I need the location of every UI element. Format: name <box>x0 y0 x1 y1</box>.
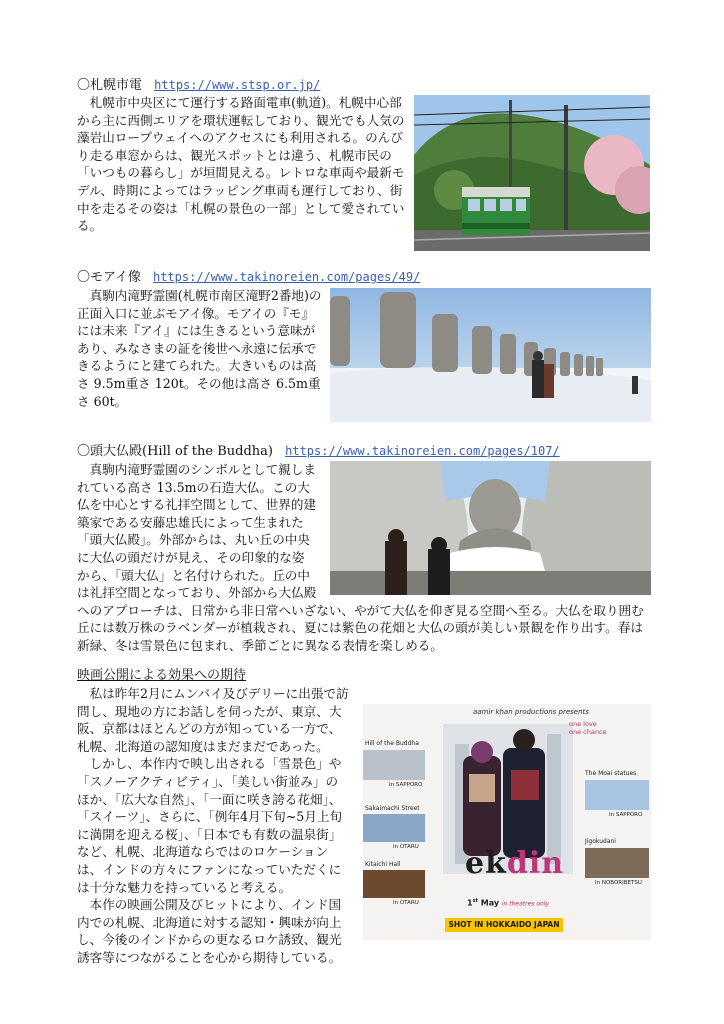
poster-spot-label: Jigokudani <box>585 838 616 845</box>
buddha-photo <box>330 461 651 595</box>
tram-heading <box>77 76 320 95</box>
poster-banner: SHOT IN HOKKAIDO JAPAN <box>445 918 563 932</box>
poster-release-month: May <box>480 898 500 908</box>
buddha-title: 〇頭大仏殿(Hill of the Buddha) <box>77 444 273 459</box>
poster-spot-city: In NOBORIBETSU <box>595 880 642 886</box>
tram-title: 〇札幌市電 <box>77 78 143 93</box>
poster-producer: aamir khan productions presents <box>473 708 589 716</box>
moai-title: 〇モアイ像 <box>77 270 141 285</box>
poster-spot-city: In OTARU <box>393 844 419 850</box>
poster-spot-city: In SAPPORO <box>389 782 423 788</box>
moai-link[interactable]: https://www.takinoreien.com/pages/49/ <box>152 270 421 284</box>
expect-paragraph-2: しかし、本作内で映し出される「雪景色」や「スノーアクティビティ」、「美しい街並み」のほか、「広大な自然」、「一面に咲き誇る花畑」、「スイーツ」、さらに、「例年4月下旬~5月上旬に満開を迎える桜」、「日本でも有数の温泉街」など、札幌、北海道ならではのロケーションは、インドの方々にファンになっていただくには十分な魅力を持っていると考える。 <box>77 756 343 895</box>
poster-spot-label: Kitaichi Hall <box>365 861 401 868</box>
buddha-heading <box>77 442 560 461</box>
poster-spot-label: Sakaimachi Street <box>365 805 420 812</box>
poster-spot-label: The Moai statues <box>585 770 637 777</box>
poster-spot-label: Hill of the Buddha <box>365 740 419 747</box>
moai-photo <box>330 288 651 422</box>
poster-title-1: ek <box>465 846 507 881</box>
poster-tagline-1: one love <box>569 720 597 728</box>
poster-title-2: din <box>506 846 565 881</box>
poster-release-note: in theatres only <box>501 900 550 908</box>
expect-heading: 映画公開による効果への期待 <box>77 668 247 683</box>
expect-paragraph-1: 私は昨年2月にムンバイ及びデリーに出張で訪問し、現地の方にお話しを伺ったが、東京、大阪、京都はほとんどの方が知っている一方で、札幌、北海道の認知度はまだまだであった。 <box>77 686 349 754</box>
poster-spot-city: In OTARU <box>393 900 419 906</box>
poster-release-day: 1 <box>467 898 473 908</box>
tram-link[interactable]: https://www.stsp.or.jp/ <box>154 78 321 92</box>
poster-spot-city: In SAPPORO <box>609 812 643 818</box>
poster-release-suffix: st <box>472 898 478 904</box>
buddha-link[interactable]: https://www.takinoreien.com/pages/107/ <box>285 444 560 458</box>
buddha-description: 真駒内滝野霊園のシンボルとして親しまれている高さ 13.5mの石造大仏。この大仏を中心とする礼拝空間として、世界的建築家である安藤忠雄氏によって生まれた「頭大仏殿」。外部からは、丸い丘の中央に大仏の頭だけが見え、その印象的な姿から、「頭大仏」と名付けられた。丘の中は礼拝空間となっており、外部から大仏殿へのアプローチは、日常から非日常へいざない、やがて大仏を仰ぎ見る空間へ至る。大仏を取り囲む丘には数万株のラベンダーが植栽され、夏には紫色の花畑と大仏の頭が美しい景観を作り出す。春は新緑、冬は雪景色に包まれ、季節ごとに異なる表情を楽しめる。 <box>77 462 644 653</box>
poster-title <box>465 846 564 881</box>
tram-photo <box>414 95 650 251</box>
moai-description: 真駒内滝野霊園(札幌市南区滝野2番地)の正面入口に並ぶモアイ像。モアイの『モ』には未来『アイ』には生きるという意味があり、みなさまの証を後世へ永遠に伝承できるようにと建てられた。大きいものは高さ 9.5m重さ 120t。その他は高さ 6.5m重さ 60t。 <box>77 288 322 409</box>
expect-paragraph-3: 本作の映画公開及びヒットにより、インド国内での札幌、北海道に対する認知・興味が向上し、今後のインドからの更なるロケ誘致、観光誘客等につながることを心から期待している。 <box>77 897 342 965</box>
movie-poster <box>363 704 651 940</box>
tram-description: 札幌市中央区にて運行する路面電車(軌道)。札幌中心部から主に西側エリアを環状運転しており、観光でも人気の藻岩山ロープウェイへのアクセスにも利用される。のんびり走る車窓からは、観光スポットとは違う、札幌市民の「いつもの暮らし」が垣間見える。レトロな車両や最新モデル、時期によってはラッピング車両も運行しており、街中を走るその姿は「札幌の景色の一部」として愛されている。 <box>77 95 405 234</box>
poster-tagline <box>569 720 607 736</box>
poster-release <box>467 898 549 908</box>
poster-tagline-2: one chance <box>569 728 607 736</box>
moai-heading <box>77 268 420 287</box>
